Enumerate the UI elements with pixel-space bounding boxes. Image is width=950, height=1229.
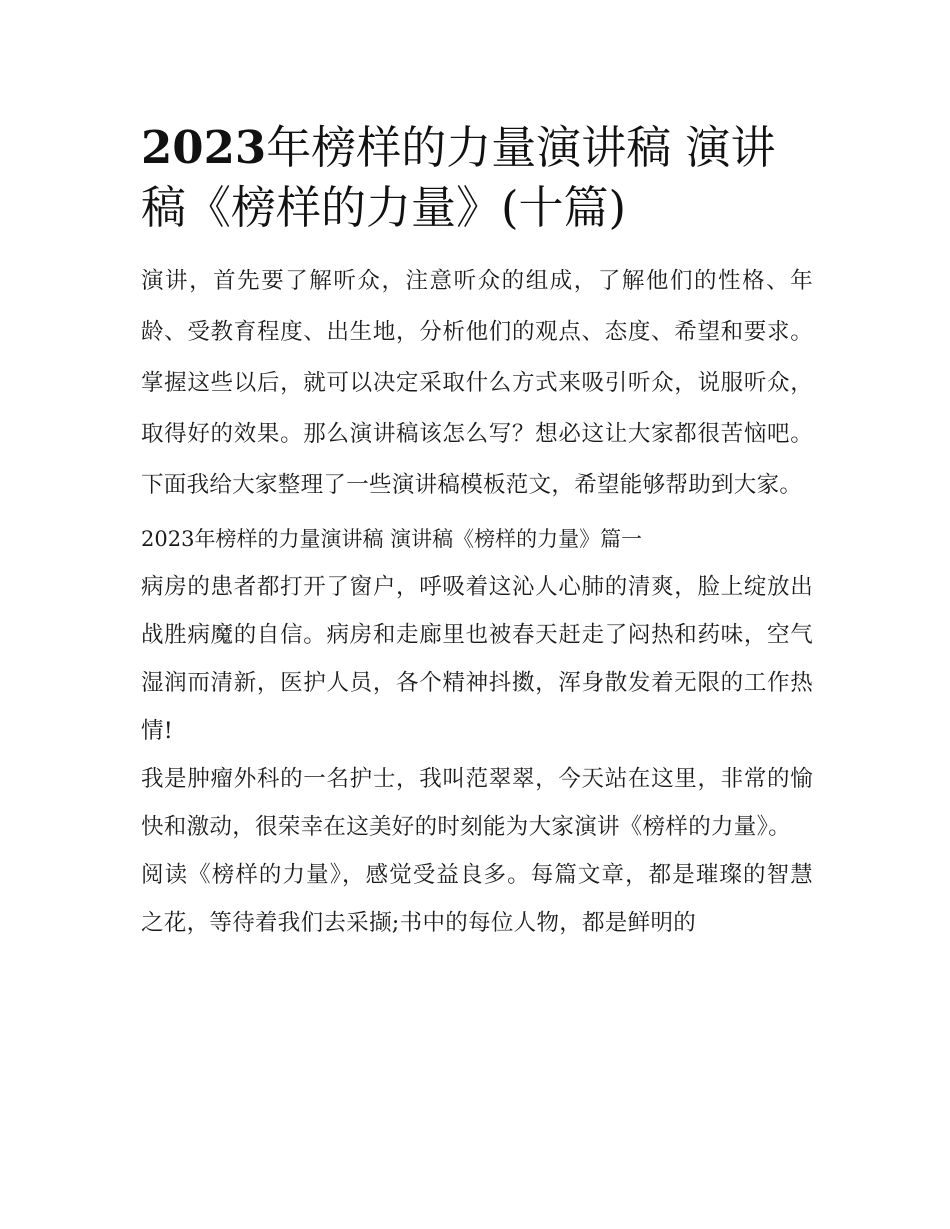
document-title xyxy=(141,118,813,238)
body-paragraph-3: 阅读《榜样的力量》，感觉受益良多。每篇文章，都是璀璨的智慧之花，等待着我们去采撷;书中的每位人物，都是鲜明的 xyxy=(141,862,813,936)
document-page xyxy=(141,118,813,947)
section-title: 2023年榜样的力量演讲稿 演讲稿《榜样的力量》篇一 xyxy=(141,527,643,551)
title-text: 年榜样的力量演讲稿 演讲稿《榜样的力量》(十篇) xyxy=(141,121,776,234)
intro-paragraph: 演讲，首先要了解听众，注意听众的组成，了解他们的性格、年龄、受教育程度、出生地，分析他们的观点、态度、希望和要求。掌握这些以后，就可以决定采取什么方式来吸引听众，说服听众，取得好的效果。那么演讲稿该怎么写？想必这让大家都很苦恼吧。下面我给大家整理了一些演讲稿模板范文，希望能够帮助到大家。 xyxy=(141,268,813,498)
body-paragraph-2: 我是肿瘤外科的一名护士，我叫范翠翠，今天站在这里，非常的愉快和激动，很荣幸在这美好的时刻能为大家演讲《榜样的力量》。 xyxy=(141,766,813,840)
body-paragraph-1: 病房的患者都打开了窗户，呼吸着这沁人心肺的清爽，脸上绽放出战胜病魔的自信。病房和走廊里也被春天赶走了闷热和药味，空气湿润而清新，医护人员，各个精神抖擞，浑身散发着无限的工作热情! xyxy=(141,574,813,744)
title-year: 2023 xyxy=(141,121,267,174)
